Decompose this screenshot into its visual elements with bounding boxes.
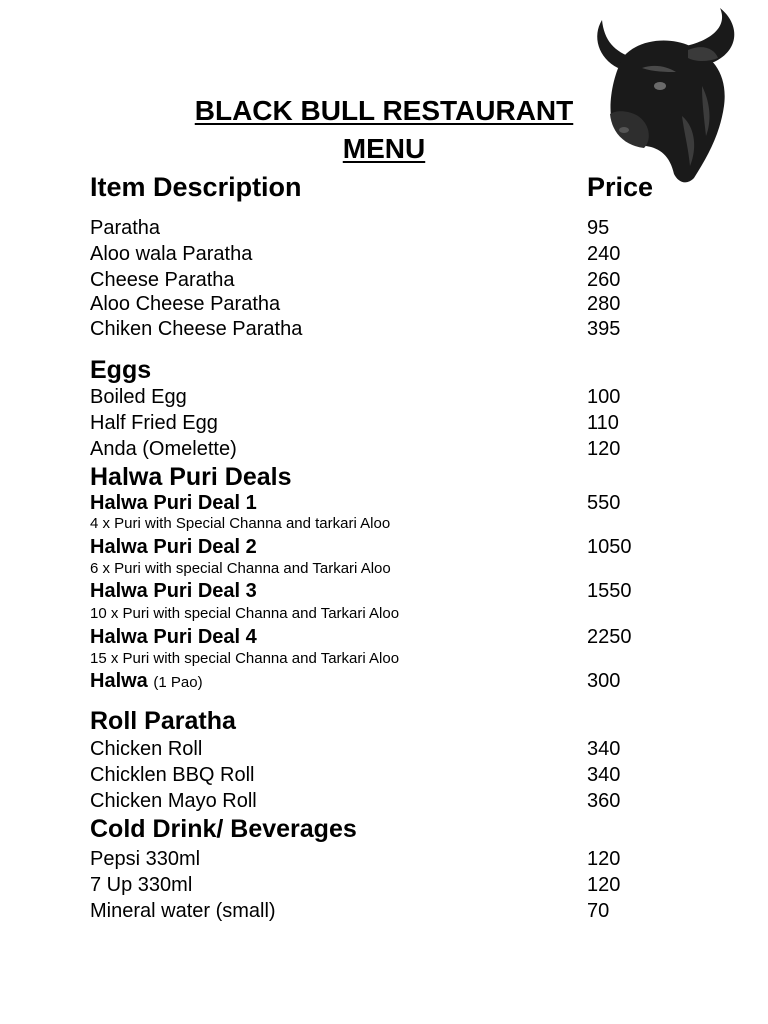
deal-name: Halwa Puri Deal 3 <box>90 580 257 602</box>
price-header: Price <box>587 172 654 202</box>
deal-item <box>90 578 690 604</box>
halwa-name: Halwa <box>90 670 148 692</box>
item-price: 110 <box>587 412 619 434</box>
item-name: Chicken Roll <box>90 738 203 760</box>
menu-item <box>90 788 690 814</box>
deal-description: 6 x Puri with special Channa and Tarkari Aloo <box>90 560 391 577</box>
item-name: Paratha <box>90 217 161 239</box>
menu-item <box>90 436 690 462</box>
menu-item <box>90 384 690 410</box>
deal-price: 2250 <box>587 626 632 648</box>
menu-item <box>90 846 690 872</box>
item-name: Mineral water (small) <box>90 900 276 922</box>
item-name: Boiled Egg <box>90 386 187 408</box>
item-description-header: Item Description <box>90 172 302 202</box>
menu-subtitle: MENU <box>342 133 426 164</box>
item-price: 260 <box>587 269 621 291</box>
item-price: 95 <box>587 217 610 239</box>
item-name: Chicklen BBQ Roll <box>90 764 255 786</box>
deal-name: Halwa Puri Deal 4 <box>90 626 257 648</box>
item-price: 340 <box>587 738 621 760</box>
deal-name: Halwa Puri Deal 1 <box>90 492 257 514</box>
halwa-price: 300 <box>587 670 621 692</box>
menu-item <box>90 291 690 317</box>
deal-description: 4 x Puri with Special Channa and tarkari Aloo <box>90 515 391 532</box>
menu-item <box>90 872 690 898</box>
item-price: 280 <box>587 293 621 315</box>
item-name: Chicken Mayo Roll <box>90 790 257 812</box>
deal-description: 10 x Puri with special Channa and Tarkari Aloo <box>90 605 400 622</box>
deal-item <box>90 490 690 516</box>
item-name: Cheese Paratha <box>90 269 235 291</box>
item-name: Half Fried Egg <box>90 412 218 434</box>
deal-item <box>90 624 690 650</box>
item-price: 340 <box>587 764 621 786</box>
item-name: Aloo Cheese Paratha <box>90 293 281 315</box>
halwa-name-wrap <box>90 668 203 696</box>
halwa-item <box>90 668 690 694</box>
section-heading-roll-paratha: Roll Paratha <box>90 707 236 735</box>
menu-item <box>90 762 690 788</box>
deal-item <box>90 534 690 560</box>
item-price: 120 <box>587 438 621 460</box>
section-heading-beverages: Cold Drink/ Beverages <box>90 815 357 843</box>
section-heading-halwa-puri: Halwa Puri Deals <box>90 463 292 491</box>
item-price: 70 <box>587 900 610 922</box>
section-heading-eggs: Eggs <box>90 356 152 384</box>
menu-item <box>90 241 690 267</box>
menu-item <box>90 215 690 241</box>
item-name: Chiken Cheese Paratha <box>90 318 303 340</box>
item-name: 7 Up 330ml <box>90 874 193 896</box>
item-name: Aloo wala Paratha <box>90 243 253 265</box>
deal-price: 550 <box>587 492 621 514</box>
menu-item <box>90 316 690 342</box>
menu-item <box>90 267 690 293</box>
menu-title: BLACK BULL RESTAURANT <box>194 95 574 126</box>
deal-name: Halwa Puri Deal 2 <box>90 536 257 558</box>
menu-item <box>90 410 690 436</box>
menu-item <box>90 898 690 924</box>
item-price: 395 <box>587 318 621 340</box>
item-price: 120 <box>587 848 621 870</box>
item-price: 360 <box>587 790 621 812</box>
deal-description: 15 x Puri with special Channa and Tarkari Aloo <box>90 650 400 667</box>
item-name: Pepsi 330ml <box>90 848 201 870</box>
item-price: 240 <box>587 243 621 265</box>
item-price: 100 <box>587 386 621 408</box>
deal-price: 1050 <box>587 536 632 558</box>
menu-item <box>90 736 690 762</box>
item-name: Anda (Omelette) <box>90 438 237 460</box>
halwa-note: (1 Pao) <box>153 674 203 691</box>
deal-price: 1550 <box>587 580 632 602</box>
item-price: 120 <box>587 874 621 896</box>
